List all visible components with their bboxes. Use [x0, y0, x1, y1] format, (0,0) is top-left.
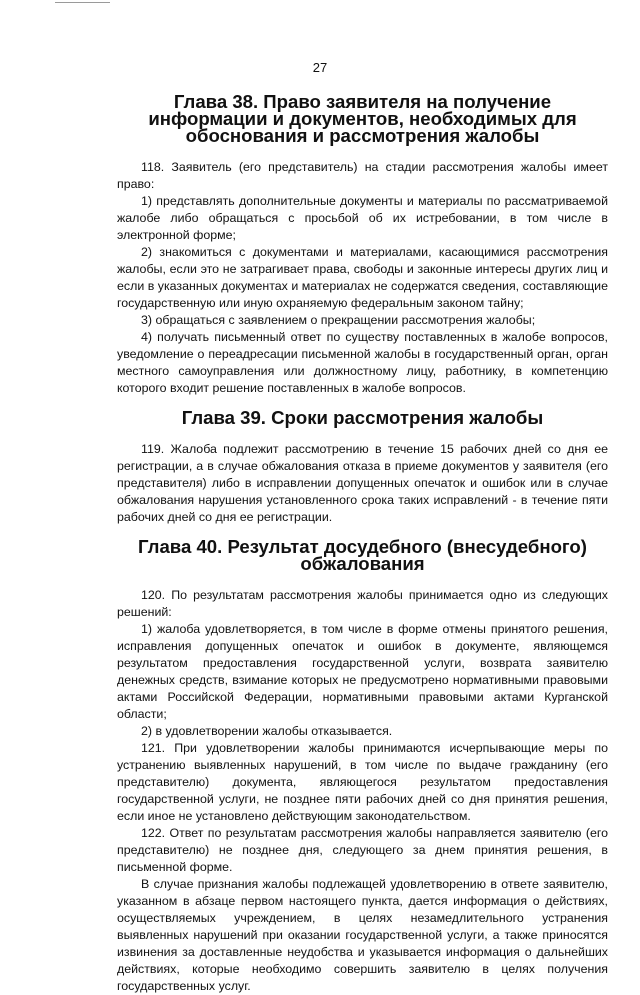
scan-edge-mark	[55, 2, 110, 3]
chapter-40-heading: Глава 40. Результат досудебного (внесудебного) обжалования	[138, 536, 587, 574]
chapter-39-heading: Глава 39. Сроки рассмотрения жалобы	[181, 407, 544, 428]
paragraph-120-item-2: 2) в удовлетворении жалобы отказывается.	[141, 724, 393, 738]
paragraph-118-item-4: 4) получать письменный ответ по существу поставленных в жалобе вопросов, уведомление о переадресации письменной жалобы в государственный орган, орган местного самоуправления или должностному лицу, работнику, в компетенцию которого входит решение поставленных в жалобе вопросов.	[117, 330, 608, 395]
paragraph-120-item-1: 1) жалоба удовлетворяется, в том числе в форме отмены принятого решения, исправления допущенных опечаток и ошибок в документе, являющемся результатом предоставления государственной услуги, возврата заявителю денежных средств, взимание которых не предусмотрено нормативными правовыми актами Российской Федерации, нормативными правовыми актами Курганской области;	[117, 622, 608, 721]
paragraph-118-item-1: 1) представлять дополнительные документы и материалы по рассматриваемой жалобе либо обращаться с просьбой об их истребовании, в том числе в электронной форме;	[117, 194, 608, 242]
paragraph-122: 122. Ответ по результатам рассмотрения жалобы направляется заявителю (его представителю) не позднее дня, следующего за днем принятия решения, в письменной форме.	[117, 826, 608, 874]
paragraph-118-item-3: 3) обращаться с заявлением о прекращении рассмотрения жалобы;	[141, 313, 536, 327]
document-body	[117, 93, 608, 995]
page-number: 27	[312, 60, 328, 75]
paragraph-121: 121. При удовлетворении жалобы принимаются исчерпывающие меры по устранению выявленных нарушений, в том числе по выдаче гражданину (его представителю) документа, являющегося результатом предоставления государственной услуги, не позднее пяти рабочих дней со дня принятия решения, если иное не установлено действующим законодательством.	[117, 741, 608, 823]
chapter-38-heading: Глава 38. Право заявителя на получение информации и документов, необходимых для обоснования и рассмотрения жалобы	[148, 91, 577, 146]
paragraph-120: 120. По результатам рассмотрения жалобы принимается одно из следующих решений:	[117, 588, 608, 619]
paragraph-118-item-2: 2) знакомиться с документами и материалами, касающимися рассмотрения жалобы, если это не затрагивает права, свободы и законные интересы других лиц и если в указанных документах и материалах не содержатся сведения, составляющие государственную или иную охраняемую федеральным законом тайну;	[117, 245, 608, 310]
paragraph-122-continuation: В случае признания жалобы подлежащей удовлетворению в ответе заявителю, указанном в абзаце первом настоящего пункта, дается информация о действиях, осуществляемых учреждением, в целях незамедлительного устранения выявленных нарушений при оказании государственной услуги, а также приносятся извинения за доставленные неудобства и указывается информация о дальнейших действиях, которые необходимо совершить заявителю в целях получения государственных услуг.	[117, 877, 608, 993]
paragraph-118: 118. Заявитель (его представитель) на стадии рассмотрения жалобы имеет право:	[117, 160, 608, 191]
paragraph-119: 119. Жалоба подлежит рассмотрению в течение 15 рабочих дней со дня ее регистрации, а в случае обжалования отказа в приеме документов у заявителя (его представителя) либо в исправлении допущенных опечаток и ошибок или в случае обжалования нарушения установленного срока таких исправлений - в течение пяти рабочих дней со дня ее регистрации.	[117, 442, 608, 524]
